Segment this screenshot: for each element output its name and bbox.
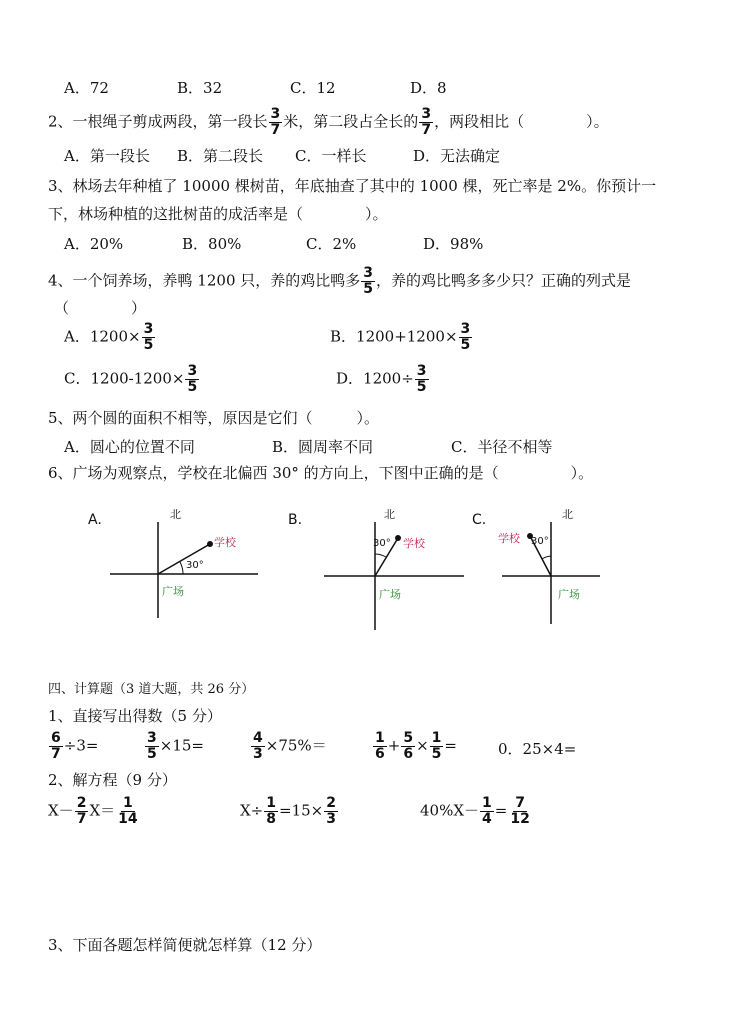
calc-item-5[interactable]: 0．25×4= [498, 740, 577, 758]
fraction: $\frac{3}{7}$ [270, 106, 281, 138]
square-label: 广场 [162, 585, 184, 598]
diagram-label: A. [88, 512, 102, 528]
q2-option-d[interactable]: D．无法确定 [413, 147, 501, 165]
q4-question: 4、一个饲养场，养鸭 1200 只，养的鸡比鸭多 $\frac{3}{5}$ ，养的鸡比鸭多多少只？正确的列式是 [48, 265, 632, 297]
q4-option-c[interactable]: C．1200-1200× $\frac{3}{5}$ [64, 363, 198, 395]
school-point [207, 541, 213, 547]
calc-item-2[interactable]: $\frac{3}{5}$ ×15= [147, 730, 204, 762]
q4-option-a[interactable]: A．1200× $\frac{3}{5}$ [64, 321, 154, 353]
q4-option-d[interactable]: D．1200÷ $\frac{3}{5}$ [336, 363, 427, 395]
school-label: 学校 [214, 536, 236, 549]
q3-option-c[interactable]: C．2% [306, 235, 357, 253]
north-label: 北 [562, 508, 573, 521]
north-label: 北 [170, 508, 181, 521]
equation-1[interactable]: X－ $\frac{2}{7}$ X＝ $\frac{1}{14}$ [48, 795, 138, 827]
calc-item-1[interactable]: $\frac{6}{7}$ ÷3= [51, 730, 99, 762]
subsection-1-title: 1、直接写出得数（5 分） [48, 707, 222, 725]
school-label: 学校 [403, 537, 425, 550]
q1-option-b[interactable]: B．32 [177, 79, 223, 97]
q2-option-a[interactable]: A．第一段长 [64, 147, 150, 165]
school-point [395, 535, 401, 541]
q5-question: 5、两个圆的面积不相等，原因是它们（ ）。 [48, 409, 380, 427]
diagram-label: B. [288, 512, 303, 528]
equation-3[interactable]: 40%X－ $\frac{1}{4}$ = $\frac{7}{12}$ [420, 795, 530, 827]
angle-label: 30° [531, 536, 549, 547]
q1-option-c[interactable]: C．12 [290, 79, 336, 97]
square-label: 广场 [558, 588, 580, 601]
diagram-a[interactable] [82, 500, 272, 620]
q3-option-d[interactable]: D．98% [423, 235, 484, 253]
subsection-2-title: 2、解方程（9 分） [48, 771, 177, 789]
q5-option-b[interactable]: B．圆周率不同 [272, 438, 374, 456]
q4-option-b[interactable]: B．1200+1200× $\frac{3}{5}$ [330, 321, 471, 353]
q2-option-b[interactable]: B．第二段长 [177, 147, 264, 165]
north-label: 北 [384, 508, 395, 521]
diagram-b[interactable] [286, 500, 486, 636]
q2-option-c[interactable]: C．一样长 [295, 147, 367, 165]
calc-item-3[interactable]: $\frac{4}{3}$ ×75%＝ [253, 730, 327, 762]
diagram-c[interactable] [470, 500, 610, 628]
q5-option-a[interactable]: A．圆心的位置不同 [64, 438, 195, 456]
fraction: $\frac{3}{5}$ [363, 265, 374, 297]
school-label: 学校 [498, 532, 520, 545]
angle-label: 30° [373, 538, 391, 549]
equation-2[interactable]: X÷ $\frac{1}{8}$ =15× $\frac{2}{3}$ [240, 795, 336, 827]
fraction: $\frac{3}{7}$ [421, 106, 432, 138]
q2-question: 2、一根绳子剪成两段，第一段长 $\frac{3}{7}$ 米，第二段占全长的 $\frac{3}{7}$ ，两段相比（ ）。 [48, 106, 609, 138]
q3-option-b[interactable]: B．80% [182, 235, 242, 253]
q3-question-line1: 3、林场去年种植了 10000 棵树苗，年底抽查了其中的 1000 棵，死亡率是 2%。你预计一 [48, 177, 657, 195]
square-label: 广场 [379, 588, 401, 601]
angle-label: 30° [186, 560, 204, 571]
q4-answer-blank[interactable]: （ ） [54, 299, 147, 317]
diagram-label: C. [472, 512, 487, 528]
calc-item-4[interactable]: $\frac{1}{6}$ + $\frac{5}{6}$ × $\frac{1}{5}$ = [375, 730, 457, 762]
q6-question: 6、广场为观察点，学校在北偏西 30° 的方向上，下图中正确的是（ ）。 [48, 464, 594, 482]
section-title: 四、计算题（3 道大题，共 26 分） [48, 682, 255, 697]
q5-option-c[interactable]: C．半径不相等 [451, 438, 553, 456]
q3-question-line2: 下，林场种植的这批树苗的成活率是（ ）。 [48, 205, 388, 223]
q3-option-a[interactable]: A．20% [64, 235, 124, 253]
q1-option-d[interactable]: D．8 [410, 79, 447, 97]
subsection-3-title: 3、下面各题怎样简便就怎样算（12 分） [48, 936, 322, 954]
q1-option-a[interactable]: A．72 [64, 79, 109, 97]
